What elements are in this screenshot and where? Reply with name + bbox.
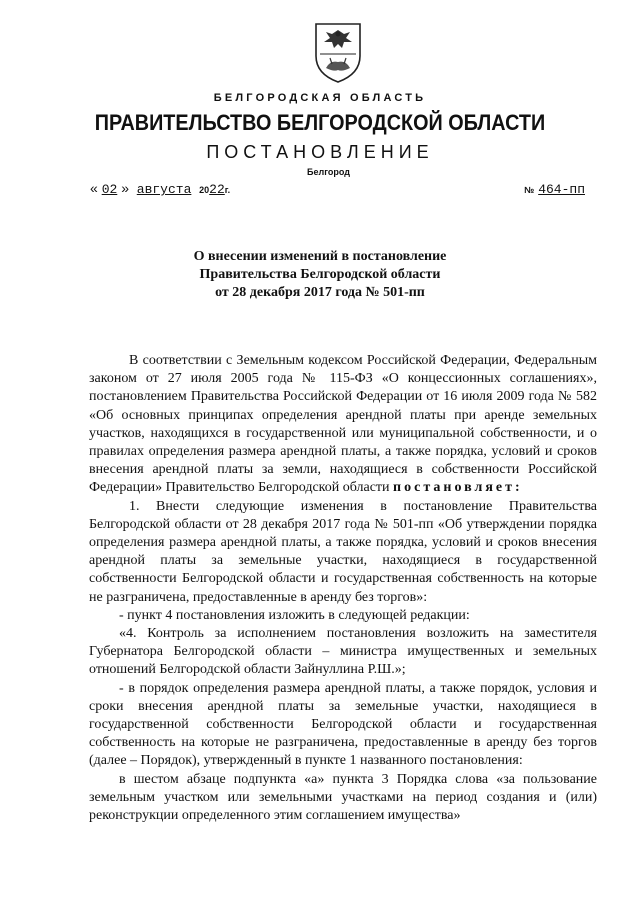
- date-day: 02: [101, 182, 118, 197]
- date-month: августа: [136, 182, 192, 197]
- number-label: №: [524, 185, 535, 195]
- paragraph-quoted-point-4: «4. Контроль за исполнением постановления возложить на заместителя Губернатора Белгородской области – министра имущественных и земельных отношений Белгородской области Зайнуллина Р.Ш.»;: [89, 626, 597, 678]
- document-type-heading: ПОСТАНОВЛЕНИЕ: [206, 142, 434, 162]
- document-number: [524, 180, 585, 197]
- document-title: [0, 248, 640, 302]
- date-quote-open: «: [90, 180, 98, 196]
- city-label: Белгород: [307, 167, 350, 177]
- date-quote-close: »: [121, 180, 129, 196]
- date-year-prefix: 20: [199, 185, 210, 195]
- title-line: от 28 декабря 2017 года № 501-пп: [215, 285, 425, 300]
- preamble-action: постановляет:: [393, 480, 523, 496]
- region-heading: БЕЛГОРОДСКАЯ ОБЛАСТЬ: [213, 92, 427, 104]
- title-line: О внесении изменений в постановление: [193, 249, 447, 264]
- coat-of-arms-emblem: [312, 20, 364, 84]
- paragraph-procedure: - в порядок определения размера арендной платы, а также порядок, условия и сроки внесения арендной платы за земельные участки, находящиеся в государственной собственности Белгородской области и государственная собственность на которые не разграничена, предоставленные в аренду без торгов (далее – Порядок), утвержденный в пункте 1 названного постановления:: [89, 680, 597, 769]
- paragraph-preamble: [89, 352, 597, 498]
- number-value: 464-пп: [538, 182, 585, 197]
- title-line: Правительства Белгородской области: [199, 267, 441, 282]
- date-year-suffix: 22: [209, 182, 225, 197]
- government-heading: ПРАВИТЕЛЬСТВО БЕЛГОРОДСКОЙ ОБЛАСТИ: [94, 110, 546, 135]
- document-body: [89, 352, 597, 825]
- date-year-letter: г.: [224, 185, 231, 195]
- preamble-text: В соответствии с Земельным кодексом Российской Федерации, Федеральным законом от 27 июля 2005 года № 115-ФЗ «О концессионных соглашениях», постановлением Правительства Российской Федерации от 16 июля 2009 года № 582 «Об основных принципах определения арендной платы при аренде земельных участков, находящихся в государственной или муниципальной собственности, и о правилах определения размера арендной платы, а также порядка, условий и сроков внесения арендной платы за земли, находящиеся в собственности Российской Федерации» Правительство Белгородской области: [89, 353, 597, 496]
- document-date: [90, 180, 230, 197]
- paragraph-sixth-clause: в шестом абзаце подпункта «а» пункта 3 Порядка слова «за пользование земельным участком или земельными участками на период создания и (или) реконструкции определенного этим соглашением имущества»: [89, 771, 597, 824]
- paragraph-item-1: 1. Внести следующие изменения в постановление Правительства Белгородской области от 28 декабря 2017 года № 501-пп «Об утверждении порядка определения размера арендной платы, а также порядка, условий и сроков внесения арендной платы за земельные участки, находящиеся в государственной собственности Белгородской области и государственная собственность на которые не разграничена, предоставленные в аренду без торгов»:: [89, 498, 597, 605]
- paragraph-item-point-4: - пункт 4 постановления изложить в следующей редакции:: [119, 607, 470, 623]
